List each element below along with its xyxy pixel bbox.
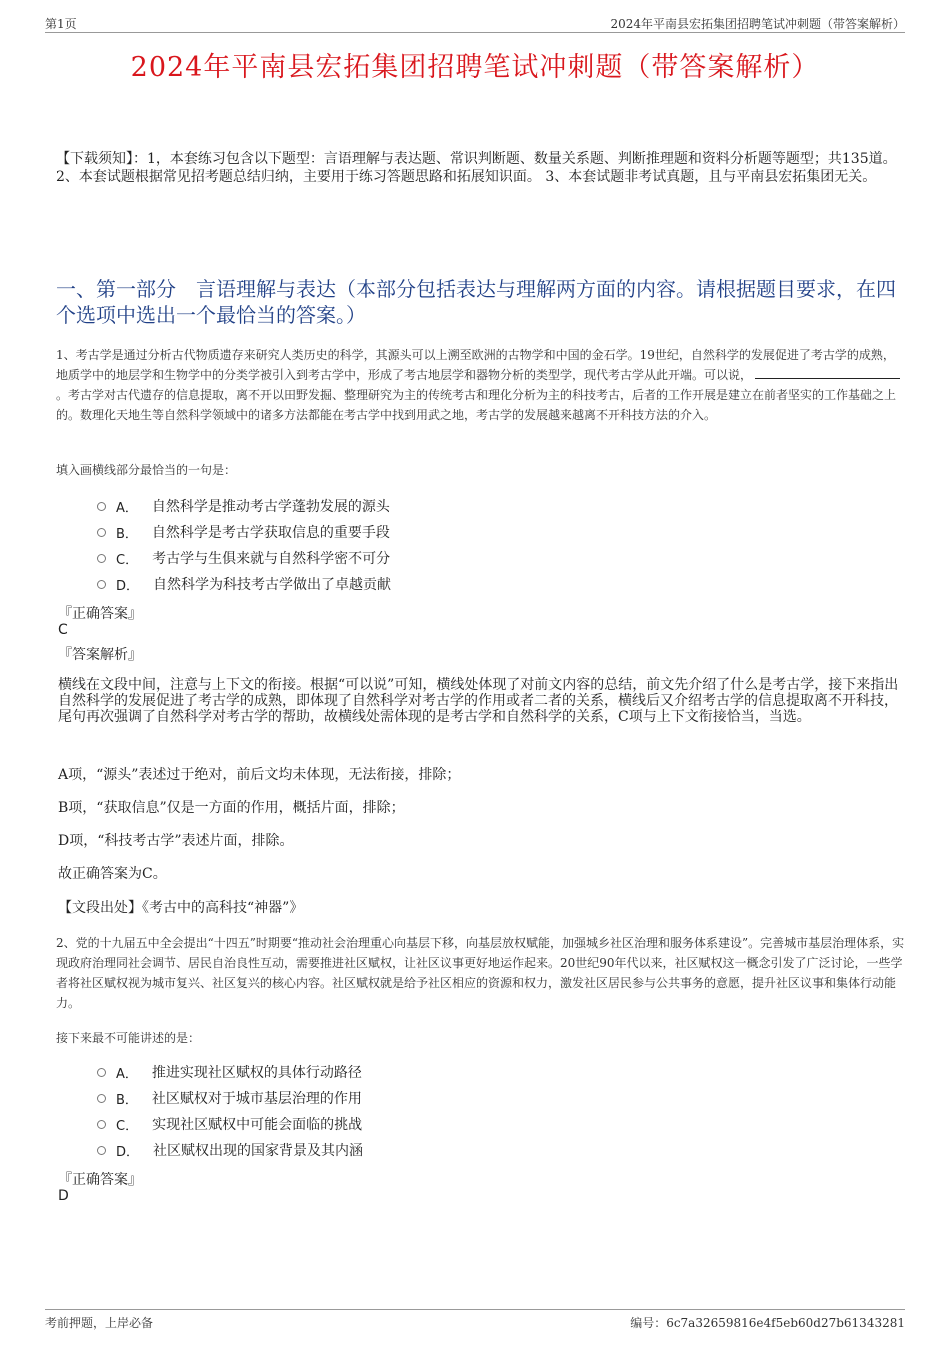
question-1-prompt: 填入画横线部分最恰当的一句是： (56, 463, 237, 477)
radio-icon[interactable] (97, 528, 106, 537)
correct-answer-label: 『正确答案』 (58, 1172, 142, 1188)
analysis-option-b: B项，“获取信息”仅是一方面的作用，概括片面，排除； (58, 800, 405, 816)
q2-option-b[interactable] (97, 1088, 362, 1108)
option-letter: B． (116, 526, 138, 542)
download-notice: 【下载须知】：1，本套练习包含以下题型：言语理解与表达题、常识判断题、数量关系题、判断推理题和资料分析题等题型；共135道。 2、本套试题根据常见招考题总结归纳，主要用于练习答题思路和拓展知识面。 3、本套试题非考试真题，且与平南县宏拓集团无关。 (56, 151, 897, 185)
q1-option-d[interactable] (97, 574, 391, 594)
footer-slogan: 考前押题，上岸必备 (45, 1316, 154, 1330)
running-title: 2024年平南县宏拓集团招聘笔试冲刺题（带答案解析） (610, 17, 905, 31)
radio-icon[interactable] (97, 1094, 106, 1103)
option-letter: D． (116, 578, 140, 594)
option-letter: D． (116, 1144, 140, 1160)
passage-text-after: 。考古学对古代遗存的信息提取，离不开以田野发掘、整理研究为主的传统考古和理化分析为主的科技考古，后者的工作开展是建立在前者坚实的工作基础之上的。数理化天地生等自然科学领域中的诸多方法都能在考古学中找到用武之地，考古学的发展越来越离不开科技方法的介入。 (56, 388, 897, 422)
footer-divider (45, 1309, 905, 1310)
question-2-passage: 2、党的十九届五中全会提出“十四五”时期要“推动社会治理重心向基层下移，向基层放权赋能，加强城乡社区治理和服务体系建设”。完善城市基层治理体系，实现政府治理同社会调节、居民自治良性互动，需要推进社区赋权，让社区议事更好地运作起来。20世纪90年代以来，社区赋权这一概念引发了广泛讨论，一些学者将社区赋权视为城市复兴、社区复兴的核心内容。社区赋权就是给予社区相应的资源和权力，激发社区居民参与公共事务的意愿，提升社区议事和集体行动能力。 (56, 936, 905, 1010)
option-letter: C． (116, 1118, 139, 1134)
radio-icon[interactable] (97, 580, 106, 589)
option-text: 社区赋权出现的国家背景及其内涵 (153, 1143, 364, 1159)
radio-icon[interactable] (97, 1120, 106, 1129)
q1-option-b[interactable] (97, 522, 390, 542)
option-text: 自然科学为科技考古学做出了卓越贡献 (153, 577, 392, 593)
option-text: 社区赋权对于城市基层治理的作用 (151, 1091, 362, 1107)
option-text: 推进实现社区赋权的具体行动路径 (151, 1065, 362, 1081)
section-heading: 一、第一部分 言语理解与表达（本部分包括表达与理解两方面的内容。请根据题目要求，在四个选项中选出一个最恰当的答案。） (56, 277, 896, 327)
radio-icon[interactable] (97, 1068, 106, 1077)
q2-option-c[interactable] (97, 1114, 362, 1134)
q2-option-d[interactable] (97, 1140, 363, 1160)
radio-icon[interactable] (97, 1146, 106, 1155)
question-2-prompt: 接下来最不可能讲述的是： (56, 1031, 201, 1045)
option-text: 考古学与生俱来就与自然科学密不可分 (152, 551, 391, 567)
q1-option-a[interactable] (97, 496, 390, 516)
analysis-conclusion: 故正确答案为C。 (58, 866, 167, 882)
correct-answer-label: 『正确答案』 (58, 606, 142, 622)
header-divider (45, 32, 905, 33)
analysis-option-a: A项，“源头”表述过于绝对，前后文均未体现，无法衔接，排除； (58, 767, 461, 783)
analysis-option-d: D项，“科技考古学”表述片面，排除。 (58, 833, 294, 849)
correct-answer: D (58, 1188, 69, 1204)
q1-option-c[interactable] (97, 548, 390, 568)
option-letter: A． (116, 1066, 138, 1082)
correct-answer: C (58, 622, 68, 638)
radio-icon[interactable] (97, 554, 106, 563)
option-letter: B． (116, 1092, 138, 1108)
fill-blank (755, 365, 900, 379)
option-letter: A． (116, 500, 138, 516)
page-number: 第1页 (45, 17, 77, 31)
document-id: 编号：6c7a32659816e4f5eb60d27b61343281 (630, 1316, 905, 1330)
option-letter: C． (116, 552, 139, 568)
option-text: 自然科学是考古学获取信息的重要手段 (151, 525, 390, 541)
option-text: 实现社区赋权中可能会面临的挑战 (152, 1117, 363, 1133)
analysis-label: 『答案解析』 (58, 647, 142, 663)
passage-text-before: 1、考古学是通过分析古代物质遗存来研究人类历史的科学，其源头可以上溯至欧洲的古物学和中国的金石学。19世纪，自然科学的发展促进了考古学的成熟，地质学中的地层学和生物学中的分类学被引入到考古学中，形成了考古地层学和器物分析的类型学，现代考古学从此开端。可以说， (56, 348, 895, 382)
radio-icon[interactable] (97, 502, 106, 511)
document-title: 2024年平南县宏拓集团招聘笔试冲刺题（带答案解析） (130, 52, 820, 83)
q2-option-a[interactable] (97, 1062, 362, 1082)
option-text: 自然科学是推动考古学蓬勃发展的源头 (151, 499, 390, 515)
analysis-paragraph: 横线在文段中间，注意与上下文的衔接。根据“可以说”可知，横线处体现了对前文内容的总结，前文先介绍了什么是考古学，接下来指出自然科学的发展促进了考古学的成熟，即体现了自然科学对考古学的作用或者二者的关系，横线后又介绍考古学的信息提取离不开科技，尾句再次强调了自然科学对考古学的帮助，故横线处需体现的是考古学和自然科学的关系，C项与上下文衔接恰当，当选。 (58, 677, 899, 725)
question-1-passage (56, 345, 906, 425)
passage-source: 【文段出处】《考古中的高科技“神器”》 (58, 900, 304, 916)
